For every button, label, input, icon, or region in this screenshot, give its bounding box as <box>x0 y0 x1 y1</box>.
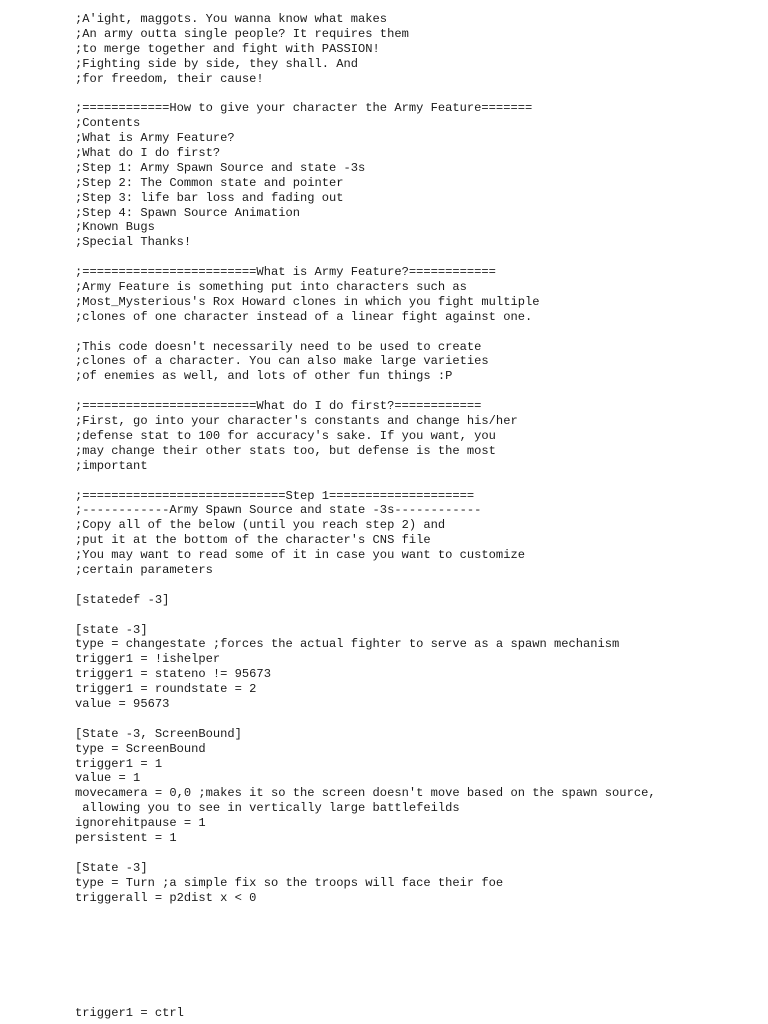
section-heading-line: ;========================What is Army Feature?============ <box>75 265 496 280</box>
code-line: ;Army Feature is something put into characters such as <box>75 280 467 295</box>
blank-line <box>75 712 755 727</box>
code-line: ;clones of one character instead of a linear fight against one. <box>75 309 533 324</box>
code-line: ;Step 1: Army Spawn Source and state -3s <box>75 160 366 175</box>
blank-line <box>75 846 755 861</box>
code-line: movecamera = 0,0 ;makes it so the screen doesn't move based on the spawn source, <box>75 786 656 801</box>
blank-line <box>75 578 755 593</box>
code-line: trigger1 = roundstate = 2 <box>75 682 257 697</box>
blank-line <box>75 384 755 399</box>
code-line: trigger1 = ctrl <box>75 1006 184 1020</box>
code-line: trigger1 = !ishelper <box>75 652 221 667</box>
first-steps-comment-block <box>75 399 755 473</box>
code-line: ;Step 3: life bar loss and fading out <box>75 190 344 205</box>
blank-line <box>75 250 755 265</box>
code-line: ignorehitpause = 1 <box>75 816 206 831</box>
code-line: ;You may want to read some of it in case you want to customize <box>75 548 525 563</box>
code-line: ;defense stat to 100 for accuracy's sake. If you want, you <box>75 428 496 443</box>
code-line: type = changestate ;forces the actual fighter to serve as a spawn mechanism <box>75 637 620 652</box>
code-line: ;may change their other stats too, but defense is the most <box>75 443 496 458</box>
blank-line <box>75 608 755 623</box>
code-line: ;Step 4: Spawn Source Animation <box>75 205 300 220</box>
section-heading-line: ;========================What do I do first?============ <box>75 399 482 414</box>
code-line: [statedef -3] <box>75 592 170 607</box>
code-line: ;important <box>75 458 148 473</box>
code-line: ;Special Thanks! <box>75 235 192 250</box>
code-line: ;Copy all of the below (until you reach step 2) and <box>75 518 446 533</box>
code-line: ;First, go into your character's constants and change his/her <box>75 414 518 429</box>
what-is-note-block <box>75 340 755 385</box>
section-heading-line: ;============================Step 1==================== <box>75 488 475 503</box>
code-line: value = 95673 <box>75 696 170 711</box>
code-line: ;of enemies as well, and lots of other fun things :P <box>75 369 453 384</box>
code-line: type = Turn ;a simple fix so the troops will face their foe <box>75 875 504 890</box>
code-line: ;What is Army Feature? <box>75 131 235 146</box>
code-line: triggerall = p2dist x < 0 <box>75 890 257 905</box>
code-line: ;clones of a character. You can also make large varieties <box>75 354 489 369</box>
what-is-comment-block <box>75 265 755 325</box>
code-line: ;Known Bugs <box>75 220 155 235</box>
intro-comment-block <box>75 12 755 86</box>
subsection-heading-line: ;------------Army Spawn Source and state -3s------------ <box>75 503 482 518</box>
code-line: ;Fighting side by side, they shall. And <box>75 56 359 71</box>
code-line: type = ScreenBound <box>75 741 206 756</box>
code-line: ;What do I do first? <box>75 146 221 161</box>
changestate-block <box>75 623 755 712</box>
code-line: [State -3, ScreenBound] <box>75 726 242 741</box>
code-line: ;A'ight, maggots. You wanna know what makes <box>75 12 388 26</box>
statedef-block <box>75 593 755 608</box>
blank-line <box>75 86 755 101</box>
code-line: ;This code doesn't necessarily need to be used to create <box>75 339 482 354</box>
code-line: allowing you to see in vertically large battlefeilds <box>75 801 460 816</box>
code-line: ;for freedom, their cause! <box>75 71 264 86</box>
code-line: ;Most_Mysterious's Rox Howard clones in which you fight multiple <box>75 294 540 309</box>
trailing-code-block <box>75 1006 184 1021</box>
code-line: ;Contents <box>75 116 141 131</box>
code-line: ;An army outta single people? It requires them <box>75 26 409 41</box>
code-line: trigger1 = stateno != 95673 <box>75 667 271 682</box>
code-line: ;Step 2: The Common state and pointer <box>75 175 344 190</box>
code-document <box>75 12 755 905</box>
code-line: ;to merge together and fight with PASSION! <box>75 41 380 56</box>
code-line: trigger1 = 1 <box>75 756 163 771</box>
step1-comment-block <box>75 489 755 578</box>
code-line: value = 1 <box>75 771 141 786</box>
code-line: ;certain parameters <box>75 562 213 577</box>
code-line: ;put it at the bottom of the character's CNS file <box>75 533 431 548</box>
screenbound-block <box>75 727 755 846</box>
blank-line <box>75 325 755 340</box>
turn-block <box>75 861 755 906</box>
section-heading-line: ;============How to give your character the Army Feature======= <box>75 101 533 116</box>
code-line: [state -3] <box>75 622 148 637</box>
contents-comment-block <box>75 101 755 250</box>
code-line: persistent = 1 <box>75 830 177 845</box>
code-line: [State -3] <box>75 860 148 875</box>
blank-line <box>75 474 755 489</box>
